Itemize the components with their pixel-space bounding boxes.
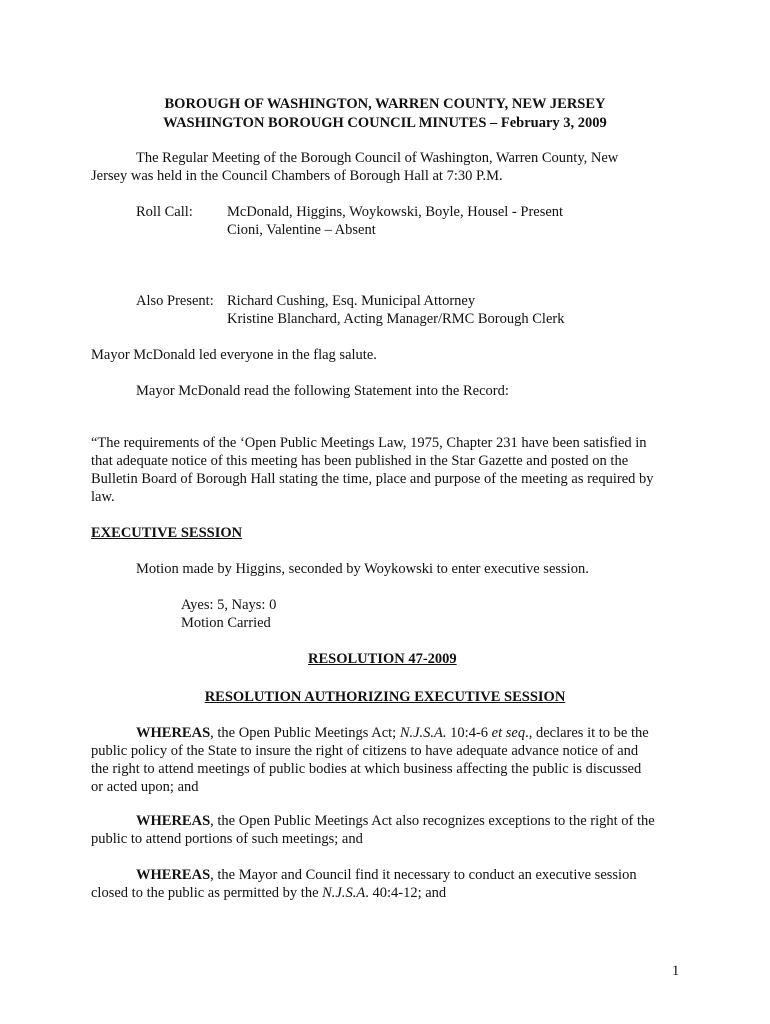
executive-session-motion: Motion made by Higgins, seconded by Woykowski to enter executive session. [136, 561, 589, 577]
p1-text-b: 10:4-6 [446, 725, 492, 741]
page-number: 1 [672, 963, 680, 979]
motion-result: Motion Carried [181, 615, 271, 631]
resolution-title: RESOLUTION AUTHORIZING EXECUTIVE SESSION [204, 689, 566, 705]
flag-salute-text: Mayor McDonald led everyone in the flag salute. [91, 347, 377, 363]
p3-citation: N.J.S.A [322, 885, 366, 901]
p1-text-a: , the Open Public Meetings Act; [210, 725, 400, 741]
p3-text-b2: . 40:4-12; and [365, 885, 447, 901]
header-line-1: BOROUGH OF WASHINGTON, WARREN COUNTY, NEW JERSEY [164, 96, 606, 112]
also-present-line-1: Richard Cushing, Esq. Municipal Attorney [227, 293, 476, 309]
p3-text-a: , the Mayor and Council find it necessary to conduct an executive session [210, 867, 637, 883]
p1-text-c: ., declares it to be the [525, 725, 649, 741]
vote-tally: Ayes: 5, Nays: 0 [181, 597, 277, 613]
intro-line-2: Jersey was held in the Council Chambers of Borough Hall at 7:30 P.M. [91, 168, 503, 184]
roll-call-present: McDonald, Higgins, Woykowski, Boyle, Housel - Present [227, 204, 564, 220]
whereas-keyword: WHEREAS [136, 725, 211, 741]
whereas-keyword: WHEREAS [136, 813, 211, 829]
p3-text-a2: closed to the public as permitted by the [91, 885, 323, 901]
also-present-line-2: Kristine Blanchard, Acting Manager/RMC Borough Clerk [227, 311, 565, 327]
whereas-paragraph-1-line-3: the right to attend meetings of public bodies at which business affecting the public is discussed [91, 761, 642, 777]
also-present-label: Also Present: [136, 293, 214, 309]
whereas-paragraph-2-line-1 [136, 812, 655, 830]
statement-intro: Mayor McDonald read the following Statement into the Record: [136, 383, 509, 399]
intro-line-1: The Regular Meeting of the Borough Council of Washington, Warren County, New [136, 150, 619, 166]
statement-line-4: law. [91, 489, 115, 505]
executive-session-heading: EXECUTIVE SESSION [91, 525, 243, 541]
statement-line-3: Bulletin Board of Borough Hall stating the time, place and purpose of the meeting as required by [91, 471, 654, 487]
whereas-paragraph-3-line-2 [91, 884, 446, 902]
whereas-paragraph-2-line-2: public to attend portions of such meetings; and [91, 831, 363, 847]
resolution-number: RESOLUTION 47-2009 [308, 651, 457, 667]
whereas-keyword: WHEREAS [136, 867, 211, 883]
roll-call-label: Roll Call: [136, 204, 193, 220]
statement-line-1: “The requirements of the ‘Open Public Meetings Law, 1975, Chapter 231 have been satisfied in [91, 435, 647, 451]
whereas-paragraph-1-line-1 [136, 724, 649, 742]
whereas-paragraph-1-line-2: public policy of the State to insure the right of citizens to have adequate advance notice of and [91, 743, 639, 759]
whereas-paragraph-1-line-4: or acted upon; and [91, 779, 199, 795]
p1-citation: N.J.S.A. [399, 725, 447, 741]
roll-call-absent: Cioni, Valentine – Absent [227, 222, 376, 238]
header-line-2: WASHINGTON BOROUGH COUNCIL MINUTES – February 3, 2009 [163, 115, 607, 131]
whereas-paragraph-3-line-1 [136, 866, 637, 884]
p2-text-a: , the Open Public Meetings Act also recognizes exceptions to the right of the [210, 813, 655, 829]
p1-et-seq: et seq [491, 725, 526, 741]
statement-line-2: that adequate notice of this meeting has been published in the Star Gazette and posted on the [91, 453, 629, 469]
